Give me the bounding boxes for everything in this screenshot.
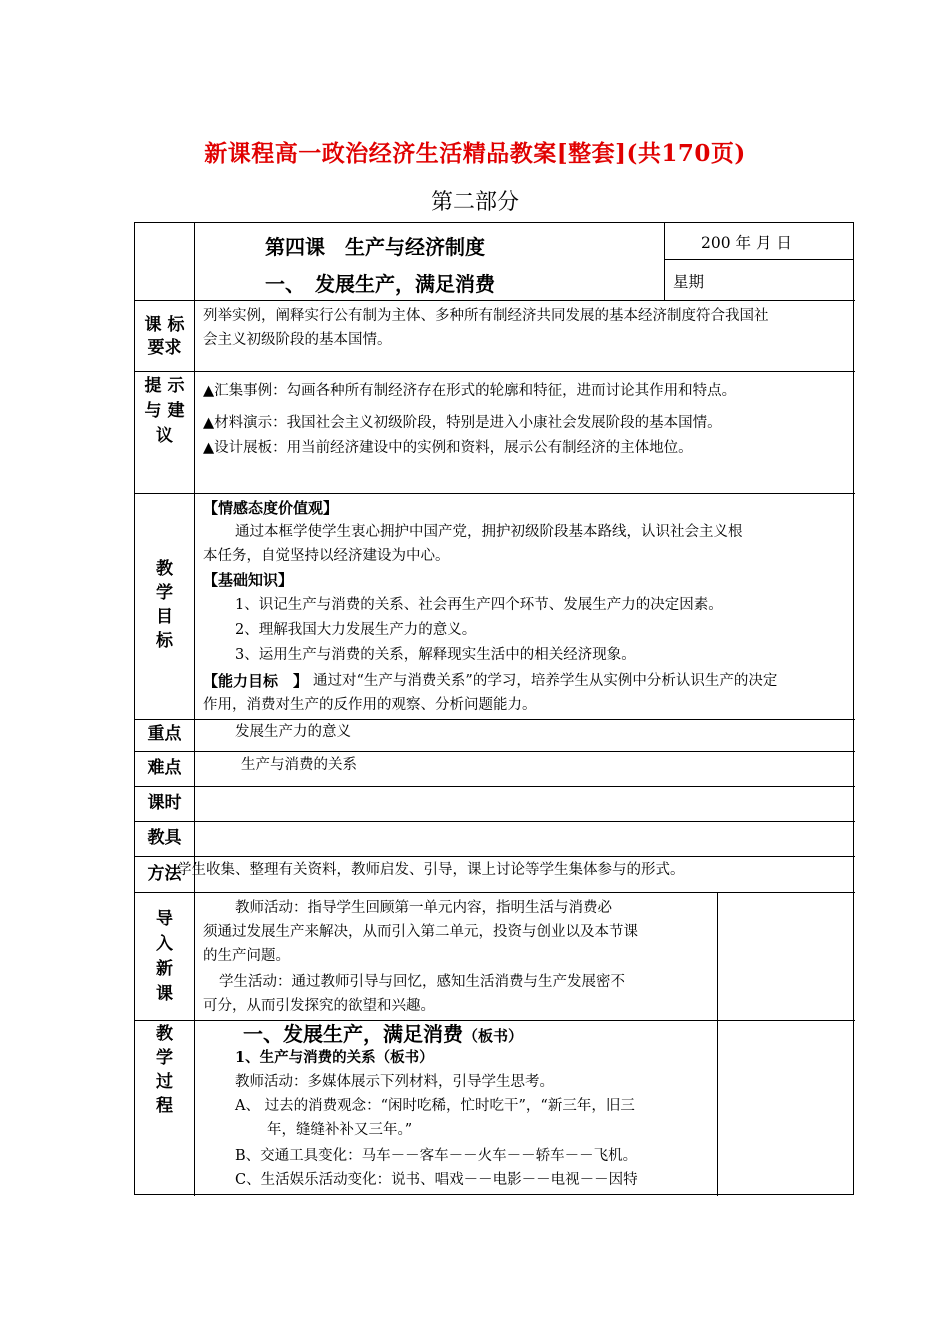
label-mubiao: 学: [156, 583, 173, 603]
difficulty-text: 生产与消费的关系: [241, 757, 357, 773]
row-divider: [135, 493, 855, 494]
row-divider: [135, 300, 855, 301]
row-divider: [135, 719, 855, 720]
standard-text: 列举实例，阐释实行公有制为主体、多种所有制经济共同发展的基本经济制度符合我国社: [203, 308, 769, 324]
label-jiaoju: 教具: [147, 828, 182, 848]
section-title: 一、 发展生产，满足消费: [265, 272, 495, 296]
process-text: A、 过去的消费观念：“闲时吃稀，忙时吃干”，“新三年，旧三: [235, 1098, 635, 1114]
method-text: 学生收集、整理有关资料，教师启发、引导，课上讨论等学生集体参与的形式。: [177, 862, 685, 878]
date-column-divider: [664, 223, 665, 300]
objective-text: 作用，消费对生产的反作用的观察、分析问题能力。: [203, 697, 537, 713]
label-daoru: 课: [156, 984, 173, 1004]
label-daoru: 导: [156, 909, 173, 929]
label-zhongdian: 重点: [147, 724, 182, 744]
row-divider: [135, 856, 855, 857]
row-divider: [135, 371, 855, 372]
intro-text: 学生活动：通过教师引导与回忆，感知生活消费与生产发展密不: [219, 974, 625, 990]
label-tishi: 提 示: [144, 376, 185, 396]
label-mubiao: 目: [156, 607, 173, 627]
objective-text: 3、运用生产与消费的关系，解释现实生活中的相关经济现象。: [235, 647, 636, 663]
label-nandian: 难点: [147, 758, 182, 778]
row-divider: [135, 1020, 855, 1021]
document-title: 新课程高一政治经济生活精品教案[整套](共170页): [204, 140, 746, 167]
intro-text: 须通过发展生产来解决，从而引入第二单元，投资与创业以及本节课: [203, 924, 638, 940]
label-mubiao: 教: [156, 559, 173, 579]
row-divider: [135, 821, 855, 822]
objective-text: 本任务，自觉坚持以经济建设为中心。: [203, 548, 450, 564]
notes-column-divider: [717, 892, 718, 1196]
part-title: 第二部分: [430, 190, 519, 215]
label-daoru: 新: [156, 959, 173, 979]
label-fangfa: 方法: [147, 864, 182, 884]
label-kebiao: 课 标: [144, 315, 185, 335]
objective-text: 1、识记生产与消费的关系、社会再生产四个环节、发展生产力的决定因素。: [235, 597, 723, 613]
row-divider: [135, 892, 855, 893]
objective-text: 通过本框学使学生衷心拥护中国产党，拥护初级阶段基本路线，认识社会主义根: [235, 524, 743, 540]
row-divider: [135, 751, 855, 752]
suggestion-text: ▲设计展板：用当前经济建设中的实例和资料，展示公有制经济的主体地位。: [203, 440, 693, 456]
row-divider: [135, 786, 855, 787]
standard-text: 会主义初级阶段的基本国情。: [203, 332, 392, 348]
label-kebiao: 要求: [147, 338, 182, 358]
lesson-plan-table: [134, 222, 854, 1195]
process-subheading: 1、生产与消费的关系（板书）: [235, 1049, 434, 1066]
process-text: C、生活娱乐活动变化：说书、唱戏－－电影－－电视－－因特: [235, 1172, 638, 1188]
suggestion-text: ▲汇集事例：勾画各种所有制经济存在形式的轮廓和特征，进而讨论其作用和特点。: [203, 383, 737, 399]
heading-emotion: 【情感态度价值观】: [203, 499, 339, 517]
date-field: 200 年 月 日: [701, 234, 792, 252]
label-guocheng: 过: [156, 1072, 173, 1092]
intro-text: 教师活动：指导学生回顾第一单元内容，指明生活与消费必: [235, 900, 612, 916]
label-tishi: 与 建: [144, 401, 185, 421]
heading-ability: 【能力目标 】: [203, 672, 309, 690]
process-text: 年，缝缝补补又三年。”: [267, 1122, 413, 1138]
process-text: 教师活动：多媒体展示下列材料，引导学生思考。: [235, 1074, 554, 1090]
suggestion-text: ▲材料演示：我国社会主义初级阶段，特别是进入小康社会发展阶段的基本国情。: [203, 415, 722, 431]
objective-text: 2、理解我国大力发展生产力的意义。: [235, 622, 477, 638]
objective-text: 通过对“生产与消费关系”的学习，培养学生从实例中分析认识生产的决定: [313, 673, 778, 689]
lesson-title: 第四课 生产与经济制度: [265, 235, 485, 259]
date-divider: [664, 259, 854, 260]
label-daoru: 入: [156, 934, 173, 954]
label-guocheng: 学: [156, 1048, 173, 1068]
heading-basic: 【基础知识】: [203, 571, 294, 589]
label-tishi: 议: [156, 426, 173, 446]
label-guocheng: 程: [156, 1096, 173, 1116]
process-text: B、交通工具变化：马车－－客车－－火车－－轿车－－飞机。: [235, 1148, 638, 1164]
process-heading-note: （板书）: [463, 1027, 524, 1045]
key-point-text: 发展生产力的意义: [235, 724, 351, 740]
label-keshi: 课时: [147, 793, 182, 813]
label-column-divider: [194, 223, 195, 1196]
intro-text: 的生产问题。: [203, 948, 290, 964]
label-guocheng: 教: [156, 1024, 173, 1044]
process-heading: 一、发展生产，满足消费: [243, 1022, 463, 1046]
label-mubiao: 标: [156, 631, 173, 651]
intro-text: 可分，从而引发探究的欲望和兴趣。: [203, 998, 435, 1014]
weekday-field: 星期: [673, 273, 705, 291]
